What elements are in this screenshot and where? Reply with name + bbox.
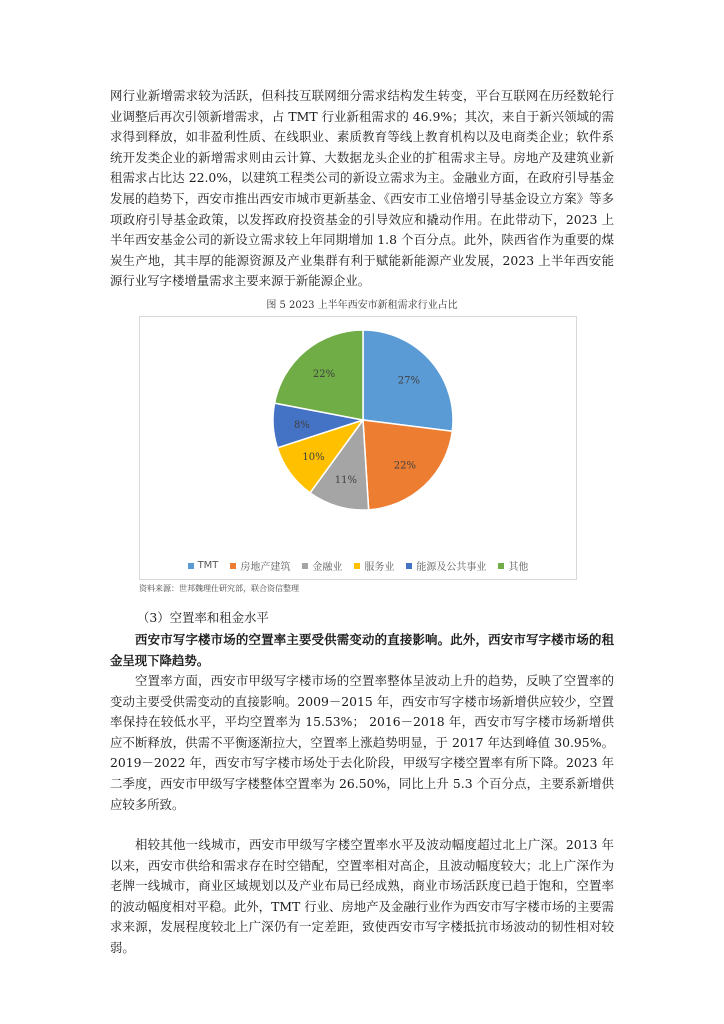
section-heading: （3）空置率和租金水平 (137, 610, 269, 625)
pie-label-3: 11% (334, 474, 358, 486)
comparison-paragraph: 相较其他一线城市，西安市甲级写字楼空置率水平及波动幅度超过北上广深。2013 年以来，西安市供给和需求存在时空错配，空置率相对高企，且波动幅度较大；北上广深作为老牌一线城市，商业区域规划以及产业布局已经成熟，商业市场活跃度已趋于饱和，空置率的波动幅度相对平稳。此外，TMT 行业、房地产及金融行业作为西安市写字楼市场的主要需求来源，发展程度较北上广深仍有一定差距，致使西安市写字楼抵抗市场波动的韧性相对较弱。 (110, 837, 614, 955)
pie-label-5: 8% (293, 419, 310, 431)
pie-chart-svg (140, 317, 576, 555)
legend-item-3 (302, 558, 342, 573)
figure-title: 图 5 2023 上半年西安市新租需求行业占比 (266, 300, 458, 311)
legend-label: 能源及公共事业 (416, 562, 487, 573)
pie-label-1: 27% (397, 375, 421, 387)
bold-summary-paragraph: 西安市写字楼市场的空置率主要受供需变动的直接影响。此外，西安市写字楼市场的租金呈现下降趋势。 (110, 632, 614, 668)
legend-swatch (354, 563, 360, 569)
pie-label-2: 22% (393, 460, 417, 472)
legend-label: 房地产建筑 (240, 562, 291, 573)
intro-paragraph: 网行业新增需求较为活跃，但科技互联网细分需求结构发生转变，平台互联网在历经数轮行业调整后再次引领新增需求，占 TMT 行业新租需求的 46.9%；其次，来自于新兴领域的需求得到释放，如非盈利性质、在线职业、素质教育等线上教育机构以及电商类企业；软件系统开发类企业的新增需求则由云计算、大数据龙头企业的扩租需求主导。房地产及建筑业新租需求占比达 22.0%，以建筑工程类公司的新设立需求为主。金融业方面，在政府引导基金发展的趋势下，西安市推出西安市城市更新基金、《西安市工业倍增引导基金设立方案》等多项政府引导基金政策，以发挥政府投资基金的引导效应和撬动作用。在此带动下，2023 上半年西安基金公司的新设立需求较上年同期增加 1.8 个百分点。此外，陕西省作为重要的煤炭生产地，其丰厚的能源资源及产业集群有利于赋能新能源产业发展，2023 上半年西安能源行业写字楼增量需求主要来源于新能源企业。 (110, 88, 614, 289)
pie-chart (139, 316, 577, 580)
pie-label-6: 22% (312, 368, 336, 380)
legend-swatch (188, 563, 194, 569)
legend-swatch (230, 563, 236, 569)
legend-label: 服务业 (364, 562, 395, 573)
pie-label-4: 10% (302, 451, 325, 463)
chart-legend (140, 558, 576, 573)
legend-label: TMT (197, 560, 219, 571)
legend-label: 金融业 (312, 562, 343, 573)
legend-item-1 (188, 558, 219, 573)
legend-item-2 (230, 558, 290, 573)
legend-item-4 (354, 558, 394, 573)
legend-label: 其他 (508, 562, 529, 573)
legend-swatch (302, 563, 308, 569)
legend-swatch (498, 563, 504, 569)
legend-item-6 (498, 558, 528, 573)
legend-swatch (406, 563, 412, 569)
vacancy-paragraph: 空置率方面，西安市甲级写字楼市场的空置率整体呈波动上升的趋势，反映了空置率的变动主要受供需变动的直接影响。2009－2015 年，西安市写字楼市场新增供应较少，空置率保持在较低水平，平均空置率为 15.53%； 2016－2018 年，西安市写字楼市场新增供应不断释放，供需不平衡逐渐拉大，空置率上涨趋势明显，于 2017 年达到峰值 30.95%。2019－2022 年，西安市写字楼市场处于去化阶段，甲级写字楼空置率有所下降。2023 年二季度，西安市甲级写字楼整体空置率为 26.50%，同比上升 5.3 个百分点，主要系新增供应较多所致。 (110, 673, 614, 812)
legend-item-5 (406, 558, 486, 573)
figure-source: 资料来源：世邦魏理仕研究部，联合资信整理 (139, 584, 299, 593)
